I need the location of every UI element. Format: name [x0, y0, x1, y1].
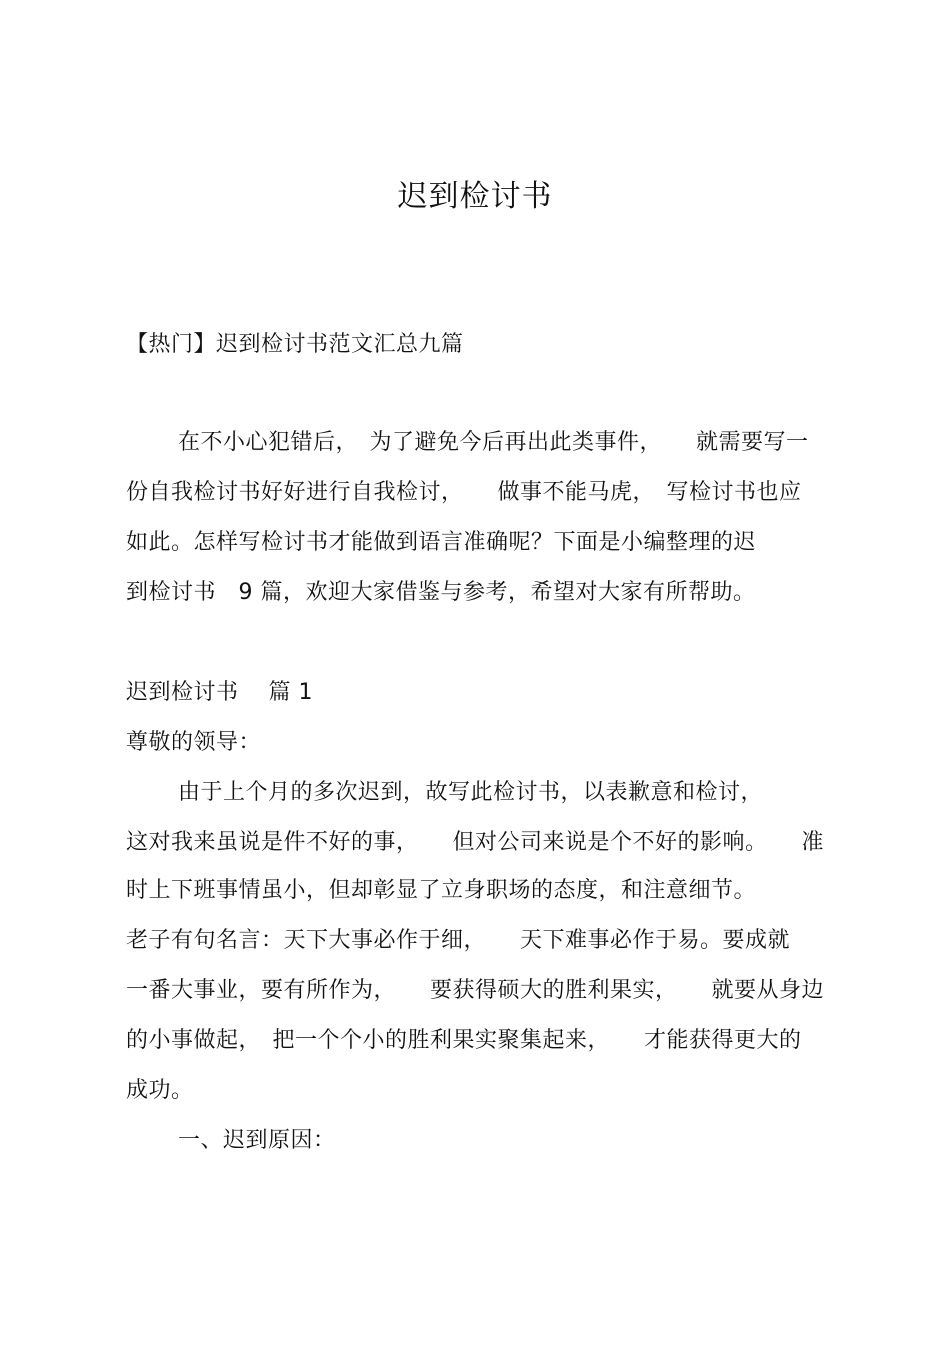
- document-title: 迟到检讨书: [397, 179, 553, 214]
- reason-heading: 一、迟到原因：: [178, 1128, 336, 1153]
- body-line: 这对我来虽说是件不好的事， 但对公司来说是个不好的影响。 准: [126, 830, 825, 855]
- body-line: 时上下班事情虽小，但却彰显了立身职场的态度，和注意细节。: [126, 878, 757, 903]
- intro-line: 到检讨书 9 篇，欢迎大家借鉴与参考，希望对大家有所帮助。: [126, 580, 756, 605]
- salutation: 尊敬的领导：: [126, 730, 262, 755]
- intro-line: 在不小心犯错后， 为了避免今后再出此类事件， 就需要写一: [178, 430, 809, 455]
- body-line: 一番大事业，要有所作为， 要获得硕大的胜利果实， 就要从身边: [126, 978, 825, 1003]
- body-line: 老子有句名言：天下大事必作于细， 天下难事必作于易。要成就: [126, 928, 791, 953]
- document-subtitle: 【热门】迟到检讨书范文汇总九篇: [126, 332, 464, 357]
- section-heading: 迟到检讨书 篇 1: [126, 680, 313, 705]
- intro-line: 份自我检讨书好好进行自我检讨， 做事不能马虎， 写检讨书也应: [126, 480, 802, 505]
- body-line: 的小事做起， 把一个个小的胜利果实聚集起来， 才能获得更大的: [126, 1028, 802, 1053]
- body-line: 由于上个月的多次迟到，故写此检讨书，以表歉意和检讨，: [178, 780, 764, 805]
- body-line: 成功。: [126, 1078, 194, 1103]
- intro-line: 如此。怎样写检讨书才能做到语言准确呢？下面是小编整理的迟: [126, 530, 757, 555]
